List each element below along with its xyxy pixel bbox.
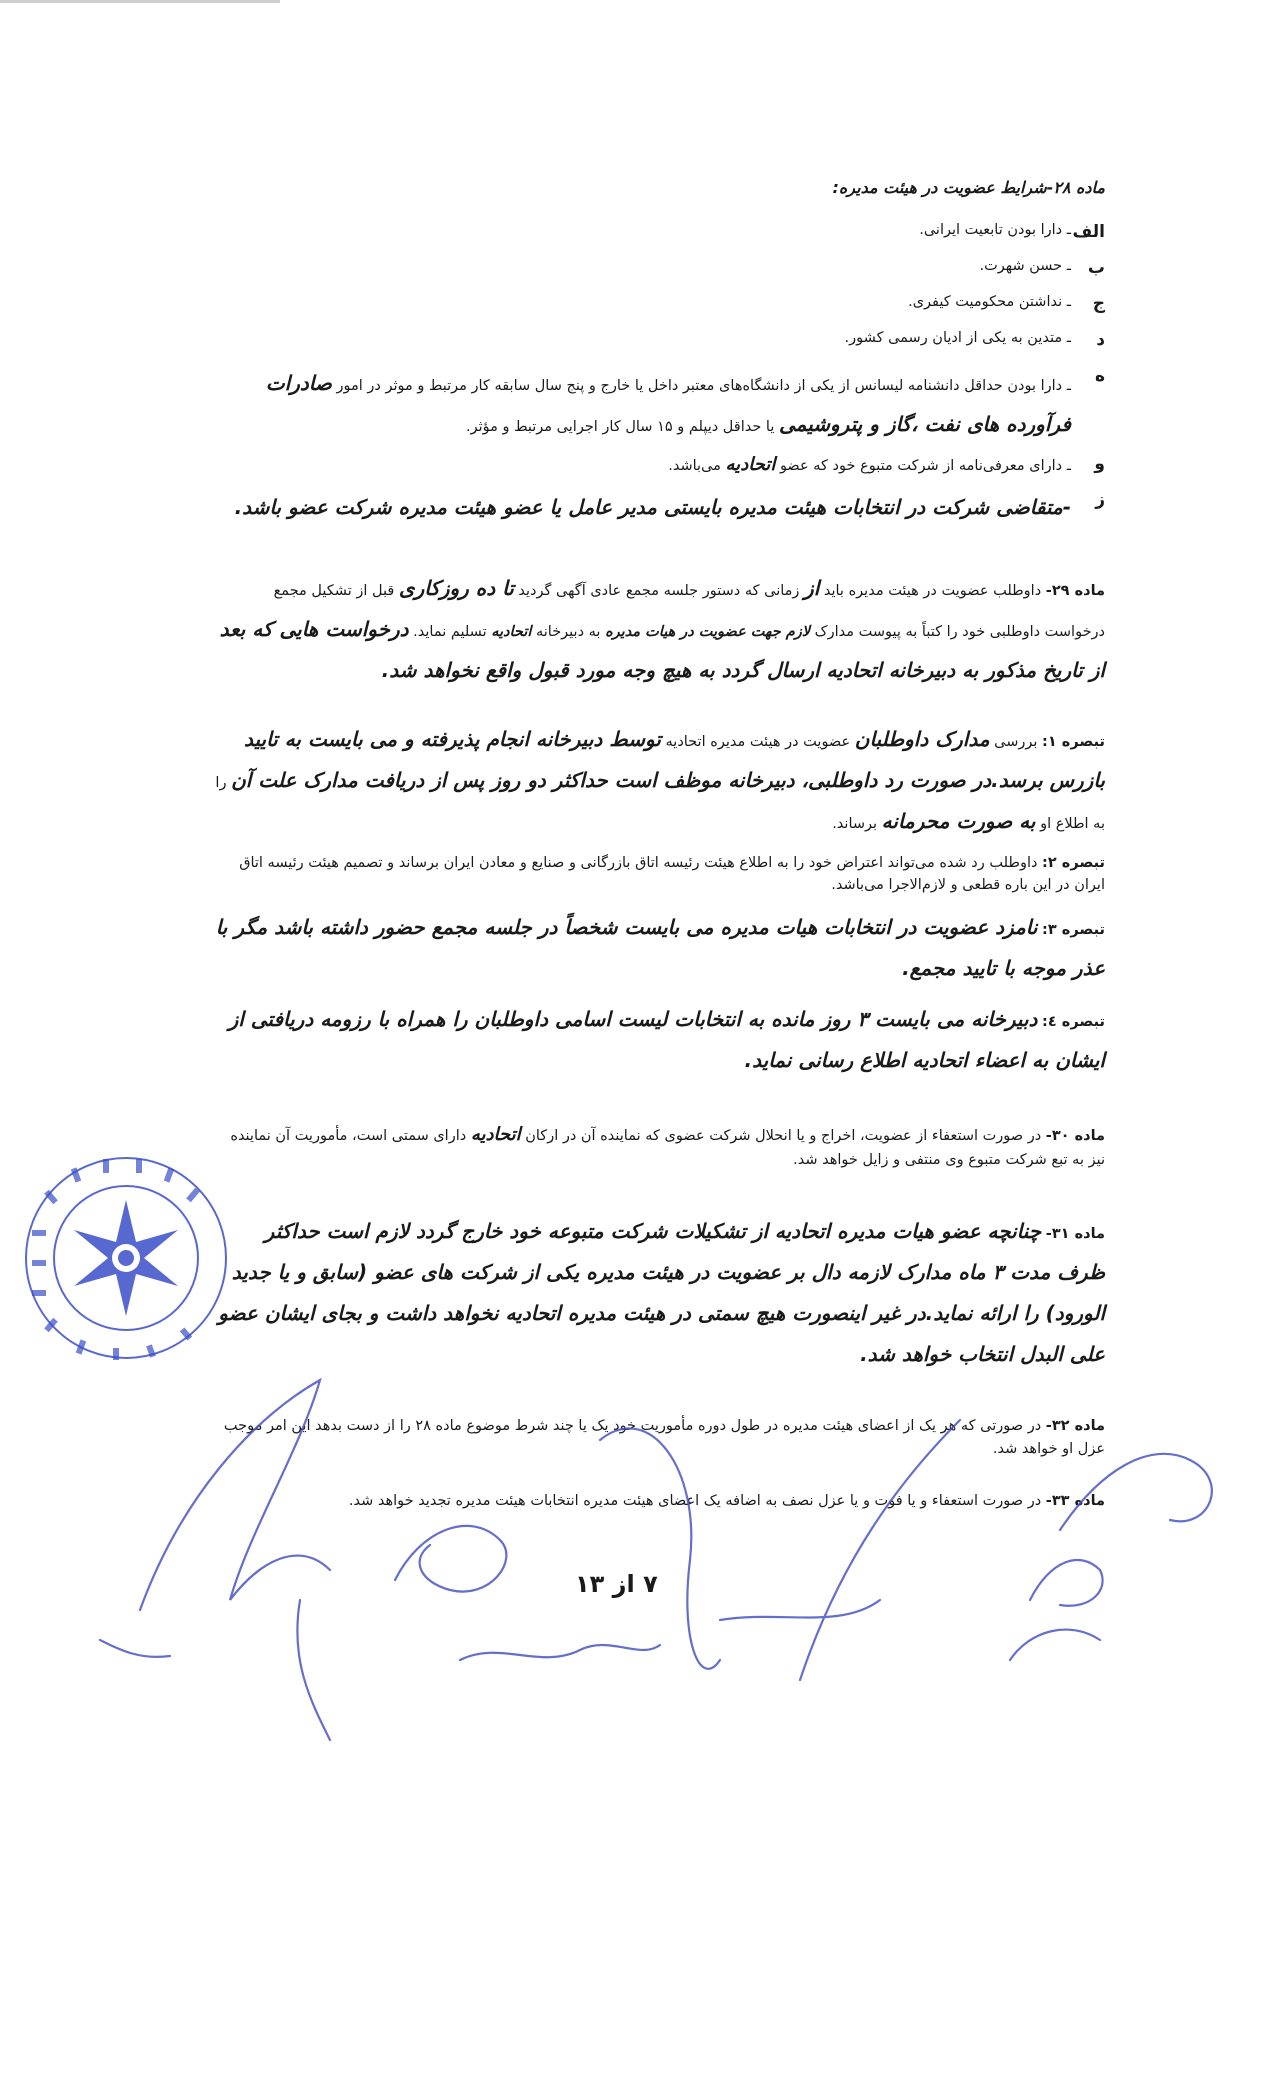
condition-item [215,219,1105,249]
article-text: داوطلب عضویت در هیئت مدیره باید [823,582,1042,599]
condition-letter: ه [1094,365,1105,386]
article-bold: اتحادیه [491,623,532,640]
condition-item [215,255,1105,285]
condition-text: ـ متدین به یکی از ادیان رسمی کشور. [844,329,1071,346]
condition-letter: الف [1072,221,1105,242]
note-label: تبصره ۲: [1042,854,1105,871]
article-text: در صورتی که هر یک از اعضای هیئت مدیره در طول دوره مأموریت خود یک یا چند شرط موضوع ماده ۲۸ را از دست بدهد این امر موجب عزل او خواهد شد. [223,1418,1105,1457]
article-28-heading: ماده ۲۸-شرایط عضویت در هیئت مدیره: [832,178,1105,197]
condition-item [215,291,1105,321]
condition-letter: ج [1092,293,1105,314]
signature-stroke [720,1600,880,1620]
article-label: ماده ۲۹- [1045,582,1105,599]
article-30 [215,1121,1105,1171]
article-bold: از [804,575,820,600]
condition-letter: ز [1095,489,1105,510]
article-33 [215,1490,1105,1512]
note-text: برساند. [832,815,878,832]
article-29 [215,568,1105,691]
article-bold: لازم جهت عضویت در هیات مدیره [605,623,810,640]
condition-item [215,487,1105,528]
article-text: دارای سمتی است، مأموریت آن نماینده نیز به تبع شرکت متبوع وی منتفی و زایل خواهد شد. [230,1127,1105,1168]
article-text: قبل از تشکیل مجمع درخواست داوطلبی خود را کتباً به پیوست مدارک [273,582,1105,640]
note-text: بررسی [994,733,1038,750]
condition-text: ـ حسن شهرت. [979,257,1071,274]
note-label: تبصره ۱: [1042,733,1105,750]
note-bold: به صورت محرمانه [881,808,1036,833]
signature-stroke [1010,1630,1100,1660]
condition-bold-part: صادرات فرآورده های نفت ،گاز و پتروشیمی [265,370,1071,436]
condition-letter: د [1096,329,1105,350]
article-text: در صورت استعفاء از عضویت، اخراج و یا انحلال شرکت عضوی که نماینده آن در ارکان [525,1127,1042,1144]
article-bold: اتحادیه [470,1123,521,1145]
note-3 [215,907,1105,989]
page-number: ۷ از ۱۳ [575,1570,658,1598]
condition-bold-part: -متقاضی شرکت در انتخابات هیئت مدیره بایستی مدیر عامل یا عضو هیئت مدیره شرکت عضو باشد. [234,494,1071,519]
condition-text-part: ـ دارای معرفی‌نامه از شرکت متبوع خود که عضو [779,457,1071,474]
article-label: ماده ۳۳- [1045,1493,1105,1510]
signature-stroke [297,1600,330,1740]
article-31 [215,1211,1105,1375]
article-32 [215,1415,1105,1460]
condition-text: ـ نداشتن محکومیت کیفری. [908,293,1071,310]
article-text: تسلیم نماید. [413,623,487,640]
document-body [215,176,1105,1513]
signature-stroke [395,1526,506,1592]
condition-text-tail: می‌باشد. [668,457,721,474]
note-text: عضویت در هیئت مدیره اتحادیه [665,733,851,750]
condition-text [215,451,1071,479]
note-text: را به اطلاع او [215,774,1105,832]
article-text: به دبیرخانه [535,623,601,640]
condition-text: ـ دارا بودن تابعیت ایرانی. [919,221,1071,238]
note-bold: نامزد عضویت در انتخابات هیات مدیره می بایست شخصاً در جلسه مجمع حضور داشته باشد مگر با عذر موجه با تایید مجمع. [215,914,1105,980]
chamber-seal-stamp [18,1150,233,1365]
condition-item [215,327,1105,357]
scan-edge-mark [0,0,280,3]
condition-item [215,363,1105,445]
article-bold: تا ده روزکاری [398,575,514,600]
condition-text-tail: یا حداقل دیپلم و ۱۵ سال کار اجرایی مرتبط و مؤثر. [466,418,775,435]
condition-letter: ب [1087,257,1105,278]
note-1 [215,719,1105,842]
note-label: تبصره ۳: [1042,921,1105,938]
article-label: ماده ۳۱- [1045,1226,1105,1243]
note-bold: دبیرخانه می بایست ۳ روز مانده به انتخابات لیست اسامی داوطلبان را همراه با رزومه دریافتی از ایشان به اعضاء اتحادیه اطلاع رسانی نماید. [228,1006,1105,1072]
note-bold: مدارک داوطلبان [854,726,990,751]
note-bold: توسط دبیرخانه انجام پذیرفته و می بایست به تایید بازرس برسد.در صورت رد داوطلبی، دبیرخانه موظف است حداکثر دو روز پس از دریافت مدارک علت آن [231,726,1105,792]
condition-text-part: ـ دارا بودن حداقل دانشنامه لیسانس از یکی از دانشگاه‌های معتبر داخل یا خارج و پنج سال سابقه کار مرتبط و موثر در امور [336,377,1071,394]
article-text: در صورت استعفاء و یا فوت و یا عزل نصف به اضافه یک اعضای هیئت مدیره انتخابات هیئت مدیره تجدید خواهد شد. [348,1493,1042,1510]
note-2 [215,852,1105,897]
signature-stroke [460,1645,660,1660]
article-bold: درخواست هایی که بعد از تاریخ مذکور به دبیرخانه اتحادیه ارسال گردد به هیچ وجه مورد قبول واقع نخواهد شد. [219,616,1105,682]
condition-text [215,363,1071,445]
condition-letter: و [1094,453,1105,474]
note-text: داوطلب رد شده می‌تواند اعتراض خود را به اطلاع هیئت رئیسه اتاق بازرگانی و صنایع و معادن ایران برساند و تصمیم هیئت رئیسه اتاق ایران در این باره قطعی و لازم‌الاجرا می‌باشد. [239,854,1105,894]
note-4 [215,999,1105,1081]
signature-stroke [1030,1560,1103,1606]
note-label: تبصره ٤: [1042,1013,1105,1030]
conditions-list [215,219,1105,528]
condition-bold-part: اتحادیه [725,453,776,475]
article-label: ماده ۳۰- [1045,1127,1105,1144]
signature-stroke [100,1640,170,1657]
article-text: زمانی که دستور جلسه مجمع عادی آگهی گردید [518,582,800,599]
article-label: ماده ۳۲- [1045,1418,1105,1435]
article-bold: چنانچه عضو هیات مدیره اتحادیه از تشکیلات شرکت متبوعه خود خارج گردد لازم است حداکثر ظرف مدت ۳ ماه مدارک لازمه دال بر عضویت در هیئت مدیره یکی از شرکت های عضو (سابق و یا جدید الورود) را ارائه نماید.در غیر اینصورت هیچ سمتی در هیئت مدیره اتحادیه نخواهد داشت و بجای ایشان عضو علی البدل انتخاب خواهد شد. [218,1219,1105,1367]
condition-item [215,451,1105,481]
